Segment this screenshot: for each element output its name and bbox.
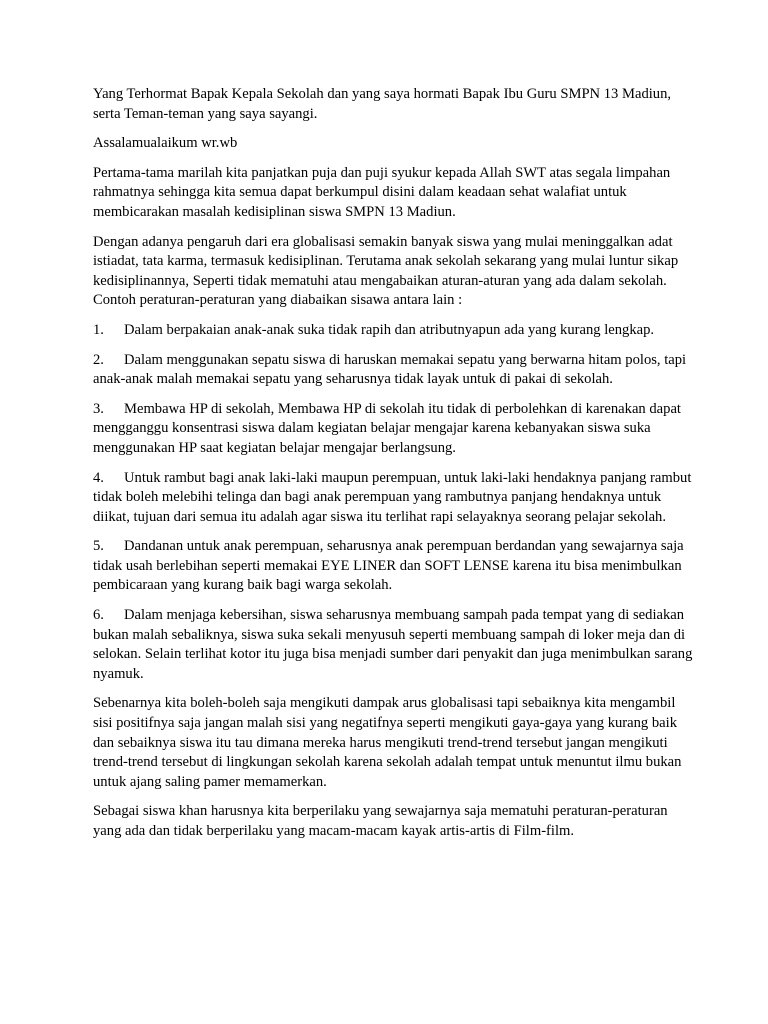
list-item-text: Membawa HP di sekolah, Membawa HP di sekolah itu tidak di perbolehkan di karenakan dapat mengganggu konsentrasi siswa dalam kegiatan belajar mengajar karena kebanyakan siswa suka menggunakan HP saat kegiatan belajar mengajar berlangsung. — [93, 400, 681, 456]
list-item — [93, 469, 693, 528]
opening-paragraph: Pertama-tama marilah kita panjatkan puja dan puji syukur kepada Allah SWT atas segala limpahan rahmatnya sehingga kita semua dapat berkumpul disini dalam keadaan sehat walafiat untuk membicarakan masalah kedisiplinan siswa SMPN 13 Madiun. — [93, 164, 671, 220]
list-item — [93, 321, 693, 341]
list-item — [93, 400, 693, 459]
list-item-text: Dalam menjaga kebersihan, siswa seharusnya membuang sampah pada tempat yang di sediakan bukan malah sebaliknya, siswa suka sekali menyusuh seperti membuang sampah di loker meja dan di selokan. Selain terlihat kotor itu juga bisa menjadi sumber dari penyakit dan juga menimbulkan sarang nyamuk. — [93, 607, 693, 682]
closing-paragraph: Sebagai siswa khan harusnya kita berperilaku yang sewajarnya saja mematuhi peraturan-peraturan yang ada dan tidak berperilaku yang macam-macam kayak artis-artis di Film-film. — [93, 803, 668, 839]
document-page — [93, 85, 693, 852]
list-item-number: 2. — [93, 351, 104, 368]
greeting-paragraph: Yang Terhormat Bapak Kepala Sekolah dan yang saya hormati Bapak Ibu Guru SMPN 13 Madiun, serta Teman-teman yang saya sayangi. — [93, 86, 672, 122]
list-item-text: Untuk rambut bagi anak laki-laki maupun perempuan, untuk laki-laki hendaknya panjang rambut tidak boleh melebihi telinga dan bagi anak perempuan yang rambutnya panjang hendaknya untuk diikat, tujuan dari semua itu adalah agar siswa itu terlihat rapi selayaknya seorang pelajar sekolah. — [93, 469, 692, 525]
list-item-number: 1. — [93, 321, 104, 338]
list-item-text: Dalam berpakaian anak-anak suka tidak rapih dan atributnyapun ada yang kurang lengkap. — [124, 321, 655, 338]
list-item — [93, 606, 693, 684]
salam-paragraph: Assalamualaikum wr.wb — [93, 135, 238, 152]
list-item-text: Dalam menggunakan sepatu siswa di haruskan memakai sepatu yang berwarna hitam polos, tapi anak-anak malah memakai sepatu yang seharusnya tidak layak untuk di pakai di sekolah. — [93, 351, 687, 388]
list-item-text: Dandanan untuk anak perempuan, seharusnya anak perempuan berdandan yang sewajarnya saja tidak usah berlebihan seperti memakai EYE LINER dan SOFT LENSE karena itu bisa menimbulkan pembicaraan yang kurang baik bagi warga sekolah. — [93, 538, 684, 594]
list-item-number: 5. — [93, 538, 104, 555]
list-item-number: 3. — [93, 400, 104, 417]
context-paragraph: Dengan adanya pengaruh dari era globalisasi semakin banyak siswa yang mulai meninggalkan adat istiadat, tata karma, termasuk kedisiplinan. Terutama anak sekolah sekarang yang mulai luntur sikap kedisiplinannya, Seperti tidak mematuhi atau mengabaikan aturan-aturan yang ada dalam sekolah. Contoh peraturan-peraturan yang diabaikan sisawa antara lain : — [93, 233, 679, 309]
list-item — [93, 537, 693, 596]
closing-paragraph: Sebenarnya kita boleh-boleh saja mengikuti dampak arus globalisasi tapi sebaiknya kita mengambil sisi positifnya saja jangan malah sisi yang negatifnya seperti mengikuti gaya-gaya yang kurang baik dan sebaiknya siswa itu tau dimana mereka harus mengikuti trend-trend tersebut jangan mengikuti trend-trend tersebut di lingkungan sekolah karena sekolah adalah tempat untuk menuntut ilmu bukan untuk ajang saling pamer memamerkan. — [93, 695, 682, 790]
list-item — [93, 351, 693, 390]
list-item-number: 4. — [93, 469, 104, 486]
list-item-number: 6. — [93, 607, 104, 624]
